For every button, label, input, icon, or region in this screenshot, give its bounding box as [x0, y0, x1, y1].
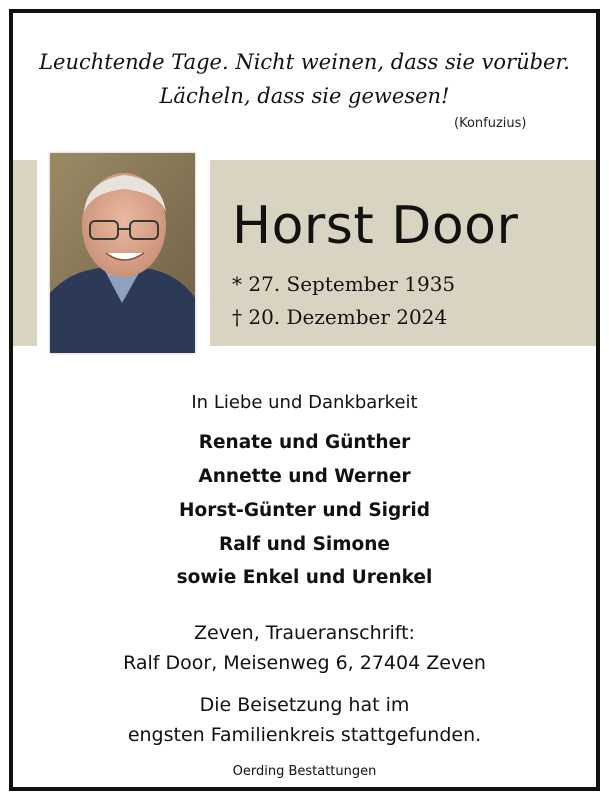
address-line-2: Ralf Door, Meisenweg 6, 27404 Zeven — [123, 652, 486, 674]
mourner-name: Annette und Werner — [198, 466, 411, 487]
quote-author: (Konfuzius) — [454, 116, 527, 131]
deceased-name: Horst Door — [232, 196, 519, 256]
quote-line-1: Leuchtende Tage. Nicht weinen, dass sie vorüber. — [39, 50, 570, 74]
burial-line-1: Die Beisetzung hat im — [199, 694, 410, 716]
mourner-name: sowie Enkel und Urenkel — [176, 567, 433, 588]
address-line-1: Zeven, Traueranschrift: — [194, 622, 415, 644]
birth-date: * 27. September 1935 — [232, 272, 456, 296]
mourners-intro: In Liebe und Dankbarkeit — [191, 392, 418, 413]
portrait-image — [50, 153, 195, 353]
burial-line-2: engsten Familienkreis stattgefunden. — [127, 724, 482, 746]
header-band-left — [13, 160, 37, 346]
mourner-name: Renate und Günther — [198, 432, 411, 453]
death-date: † 20. Dezember 2024 — [232, 305, 448, 329]
mourner-name: Horst-Günter und Sigrid — [179, 500, 430, 521]
undertaker: Oerding Bestattungen — [232, 764, 377, 779]
quote-line-2: Lächeln, dass sie gewesen! — [159, 84, 450, 108]
mourner-name: Ralf und Simone — [219, 534, 390, 555]
portrait-photo — [50, 153, 195, 353]
